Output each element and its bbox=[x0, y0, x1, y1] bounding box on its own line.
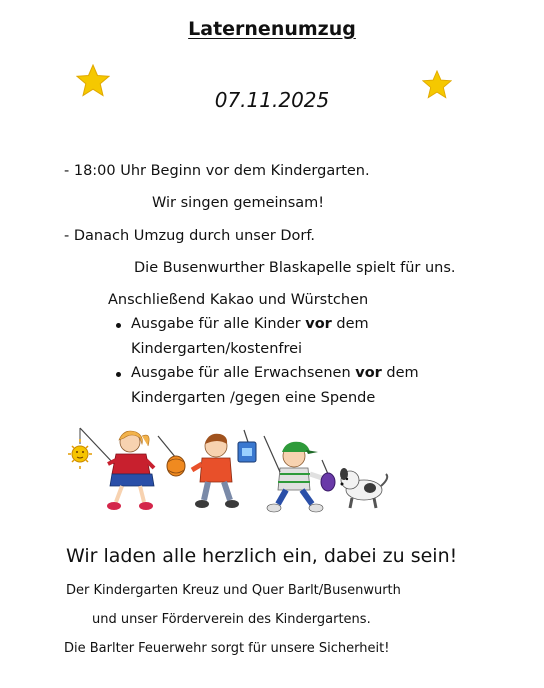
footer-organizer: Der Kindergarten Kreuz und Quer Barlt/Busenwurth bbox=[66, 583, 401, 598]
invitation-text: Wir laden alle herzlich ein, dabei zu sein! bbox=[66, 545, 458, 567]
schedule-singing: Wir singen gemeinsam! bbox=[152, 195, 325, 211]
purple-lantern-icon bbox=[321, 460, 335, 491]
schedule-band: Die Busenwurther Blaskapelle spielt für uns. bbox=[134, 260, 456, 276]
page-title: Laternenumzug bbox=[188, 18, 356, 40]
lantern-children-illustration bbox=[68, 424, 398, 516]
bullet-adults-line2: Kindergarten /gegen eine Spende bbox=[131, 390, 376, 406]
sun-lantern-icon bbox=[68, 428, 114, 469]
footer-fire-brigade: Die Barlter Feuerwehr sorgt für unsere Sicherheit! bbox=[64, 641, 390, 656]
bullet-adults-line1: Ausgabe für alle Erwachsenen vor dem bbox=[131, 365, 419, 381]
bullet-icon bbox=[116, 372, 121, 377]
round-lantern-icon bbox=[158, 436, 185, 476]
schedule-start: - 18:00 Uhr Beginn vor dem Kindergarten. bbox=[64, 163, 370, 179]
bullet-children-line2: Kindergarten/kostenfrei bbox=[131, 341, 303, 357]
dog-figure bbox=[340, 468, 387, 508]
footer-association: und unser Förderverein des Kindergartens. bbox=[92, 612, 371, 627]
girl-figure bbox=[107, 431, 154, 510]
boy-with-cap-figure bbox=[264, 436, 323, 512]
event-date: 07.11.2025 bbox=[214, 88, 330, 112]
schedule-refreshments: Anschließend Kakao und Würstchen bbox=[108, 292, 369, 308]
bullet-children-line1: Ausgabe für alle Kinder vor dem bbox=[131, 316, 369, 332]
square-lantern-icon bbox=[238, 430, 256, 462]
bullet-icon bbox=[116, 323, 121, 328]
schedule-procession: - Danach Umzug durch unser Dorf. bbox=[64, 228, 315, 244]
boy-figure bbox=[192, 434, 239, 508]
